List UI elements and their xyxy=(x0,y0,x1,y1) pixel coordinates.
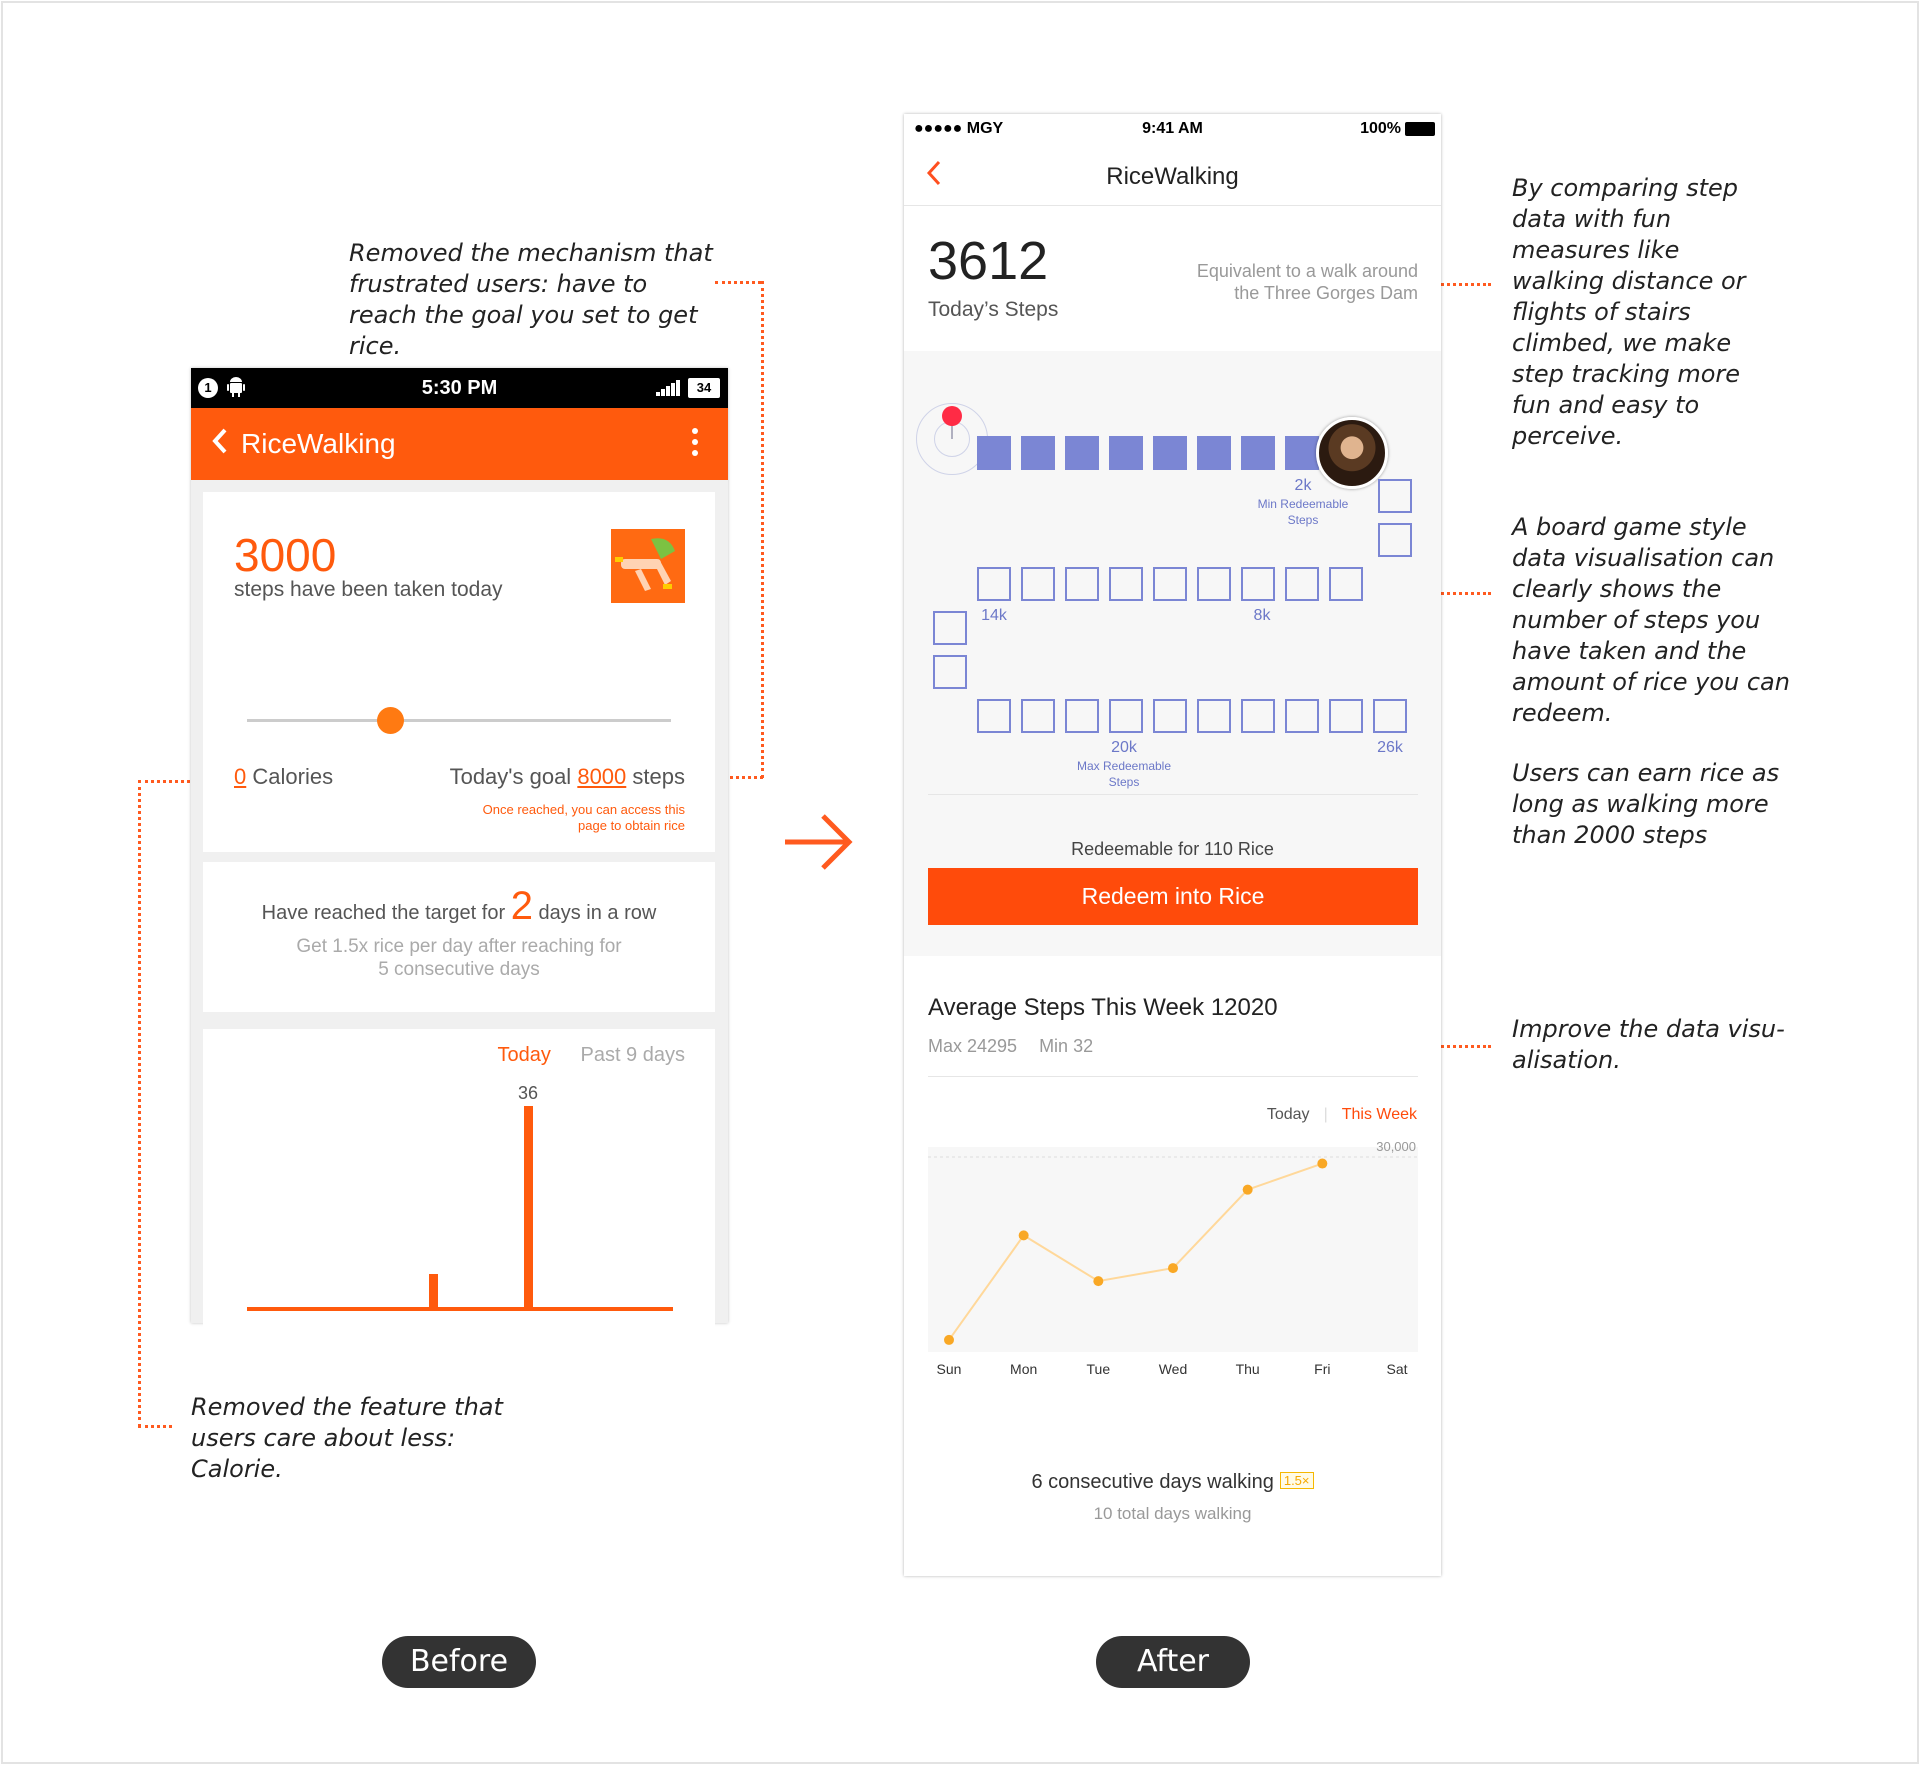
max-min-readout xyxy=(928,1036,1115,1057)
history-chart-card xyxy=(203,1029,715,1329)
board-square-filled xyxy=(1021,436,1055,470)
chart-baseline xyxy=(247,1307,673,1311)
calories-label: Calories xyxy=(252,764,334,789)
board-square-empty xyxy=(977,699,1011,733)
board-square-empty xyxy=(1065,567,1099,601)
board-square-empty xyxy=(1153,699,1187,733)
steps-count: 3000 xyxy=(234,529,337,581)
board-square-empty xyxy=(1373,699,1407,733)
board-square-empty xyxy=(1241,699,1275,733)
annotation-compare-steps: By comparing step data with fun measures like walking distance or flights of stairs climbed, we make step tracking more fun and easy to perceive. xyxy=(1512,174,1746,450)
goal-suffix: steps xyxy=(632,764,685,789)
x-tick-label: Sun xyxy=(936,1361,962,1377)
tab-separator: | xyxy=(1323,1106,1328,1123)
streak-hint: Get 1.5x rice per day after reaching for 5 consecutive days xyxy=(296,936,622,980)
board-square-filled xyxy=(1065,436,1099,470)
board-square-empty xyxy=(977,567,1011,601)
series-line xyxy=(949,1164,1322,1340)
connector-calorie-bottom xyxy=(138,1425,172,1428)
x-tick-label: Thu xyxy=(1235,1361,1260,1377)
board-label-8k: 8k xyxy=(1253,607,1271,624)
goal-slider-track[interactable] xyxy=(247,719,671,722)
streak-line xyxy=(203,884,715,929)
status-time: 5:30 PM xyxy=(421,377,498,399)
data-point xyxy=(944,1335,954,1345)
board-square-empty xyxy=(1109,567,1143,601)
steps-label: Today’s Steps xyxy=(928,298,1059,321)
goal-readout xyxy=(450,764,685,790)
before-phone-screen xyxy=(191,368,728,1323)
x-tick-label: Mon xyxy=(1010,1361,1038,1377)
status-time: 9:41 AM xyxy=(1142,120,1203,137)
board-square-filled xyxy=(1109,436,1143,470)
streak-suffix: days in a row xyxy=(538,902,657,924)
today-steps-card xyxy=(203,492,715,852)
multiplier-badge: 1.5× xyxy=(1280,1472,1314,1489)
annotation-earn-rice: Users can earn rice as long as walking more than 2000 steps xyxy=(1512,759,1780,849)
board-square-empty xyxy=(1197,567,1231,601)
tab-today[interactable]: Today xyxy=(497,1044,551,1066)
average-steps-title: Average Steps This Week 12020 xyxy=(928,994,1278,1021)
y-tick-label: 30,000 xyxy=(1376,1139,1416,1154)
week-tabs xyxy=(1267,1106,1417,1124)
board-square-filled xyxy=(1153,436,1187,470)
board-square-filled xyxy=(1241,436,1275,470)
board-square-filled xyxy=(1285,436,1319,470)
data-point xyxy=(1019,1230,1029,1240)
data-point xyxy=(1168,1263,1178,1273)
ios-status-bar xyxy=(904,114,1441,146)
weekly-line-chart xyxy=(904,1126,1441,1377)
redeemable-text: Redeemable for 110 Rice xyxy=(1071,839,1274,859)
x-tick-label: Fri xyxy=(1314,1361,1331,1377)
board-label-14k: 14k xyxy=(981,607,1007,624)
today-steps-section xyxy=(904,206,1441,351)
goal-value[interactable]: 8000 xyxy=(577,764,627,789)
page-title: RiceWalking xyxy=(1106,163,1239,190)
board-divider xyxy=(928,794,1418,795)
battery-percent: 100% xyxy=(1360,120,1401,137)
goal-prefix: Today's goal xyxy=(449,764,572,789)
after-phone-screen xyxy=(904,114,1441,1576)
redeem-button[interactable]: Redeem into Rice xyxy=(928,868,1418,925)
x-tick-label: Sat xyxy=(1386,1361,1408,1377)
before-app-bar xyxy=(191,408,728,480)
weekly-stats-section xyxy=(904,956,1441,1576)
board-square-empty xyxy=(1285,567,1319,601)
board-square-empty xyxy=(1197,699,1231,733)
history-bar-label: 36 xyxy=(518,1083,539,1103)
before-label: Before xyxy=(382,1636,536,1688)
max-steps: Max 24295 xyxy=(928,1036,1018,1056)
annotation-removed-goal: Removed the mechanism that frustrated users: have to reach the goal you set to get rice. xyxy=(349,239,713,360)
notification-badge: 1 xyxy=(198,378,218,398)
history-tabs xyxy=(498,1044,685,1067)
board-square-empty xyxy=(1329,699,1363,733)
history-bar-max xyxy=(524,1106,533,1309)
board-square-empty xyxy=(933,611,967,645)
tab-past-9-days[interactable]: Past 9 days xyxy=(580,1044,685,1066)
board-square-empty xyxy=(1153,567,1187,601)
board-square-empty xyxy=(1021,699,1055,733)
signal-icon xyxy=(656,380,680,396)
board-square-empty xyxy=(1241,567,1275,601)
board-square-filled xyxy=(1197,436,1231,470)
goal-slider-knob[interactable] xyxy=(377,707,404,734)
connector-calorie-vertical xyxy=(138,780,141,1427)
streak-prefix: Have reached the target for xyxy=(261,902,506,924)
back-icon[interactable] xyxy=(211,426,229,464)
board-label-26k: 26k xyxy=(1377,739,1403,756)
walker-illustration-icon xyxy=(611,529,685,603)
location-pin-icon xyxy=(942,406,962,426)
steps-count: 3612 xyxy=(928,231,1049,291)
board-square-filled xyxy=(977,436,1011,470)
consecutive-text: 6 consecutive days walking xyxy=(1031,1471,1274,1493)
tab-this-week[interactable]: This Week xyxy=(1341,1106,1417,1123)
tab-today[interactable]: Today xyxy=(1266,1106,1310,1123)
week-divider xyxy=(928,1076,1418,1077)
x-tick-label: Tue xyxy=(1086,1361,1111,1377)
annotation-improve-viz: Improve the data visu-alisation. xyxy=(1512,1015,1785,1074)
android-status-bar xyxy=(191,368,728,408)
board-square-empty xyxy=(1285,699,1319,733)
board-square-empty xyxy=(1021,567,1055,601)
calories-readout xyxy=(234,764,333,790)
arrow-right-icon xyxy=(783,812,855,872)
carrier: ●●●●● MGY xyxy=(914,120,1004,137)
board-label-max: Max Redeemable Steps xyxy=(1076,759,1172,789)
goal-hint: Once reached, you can access this page to obtain rice xyxy=(482,802,685,833)
data-point xyxy=(1317,1159,1327,1169)
annotation-removed-calorie: Removed the feature that users care about less: Calorie. xyxy=(191,1393,503,1483)
battery-icon xyxy=(1405,122,1435,136)
board-square-empty xyxy=(1378,479,1412,513)
board-label-2k: 2k xyxy=(1294,477,1312,494)
after-nav-bar xyxy=(904,146,1441,206)
calories-value: 0 xyxy=(234,764,247,789)
total-days-text: 10 total days walking xyxy=(1093,1504,1252,1523)
connector-goal-vertical xyxy=(761,281,764,778)
board-label-20k: 20k xyxy=(1111,739,1137,756)
streak-card xyxy=(203,862,715,1012)
board-square-empty xyxy=(933,655,967,689)
board-square-empty xyxy=(1329,567,1363,601)
history-bar-small xyxy=(429,1274,438,1309)
equivalent-text: Equivalent to a walk around the Three Gorges Dam xyxy=(1196,261,1418,303)
data-point xyxy=(1093,1276,1103,1286)
more-options-icon[interactable] xyxy=(692,428,698,461)
steps-label: steps have been taken today xyxy=(234,578,503,601)
annotation-board-game: A board game style data visualisation can clearly shows the number of steps you have taken and the amount of rice you can redeem. xyxy=(1512,513,1790,727)
board-square-empty xyxy=(1378,523,1412,557)
data-point xyxy=(1243,1185,1253,1195)
board-square-empty xyxy=(1065,699,1099,733)
board-square-empty xyxy=(1109,699,1143,733)
x-tick-label: Wed xyxy=(1158,1361,1188,1377)
battery-icon: 34 xyxy=(688,378,720,398)
streak-value: 2 xyxy=(510,884,533,928)
consecutive-days-line xyxy=(904,1471,1441,1494)
app-title: RiceWalking xyxy=(241,428,396,459)
board-label-min: Min Redeemable Steps xyxy=(1257,497,1349,527)
min-steps: Min 32 xyxy=(1039,1036,1094,1056)
after-label: After xyxy=(1096,1636,1250,1688)
board-game-section xyxy=(904,351,1441,956)
connector-goal-top xyxy=(715,281,761,284)
